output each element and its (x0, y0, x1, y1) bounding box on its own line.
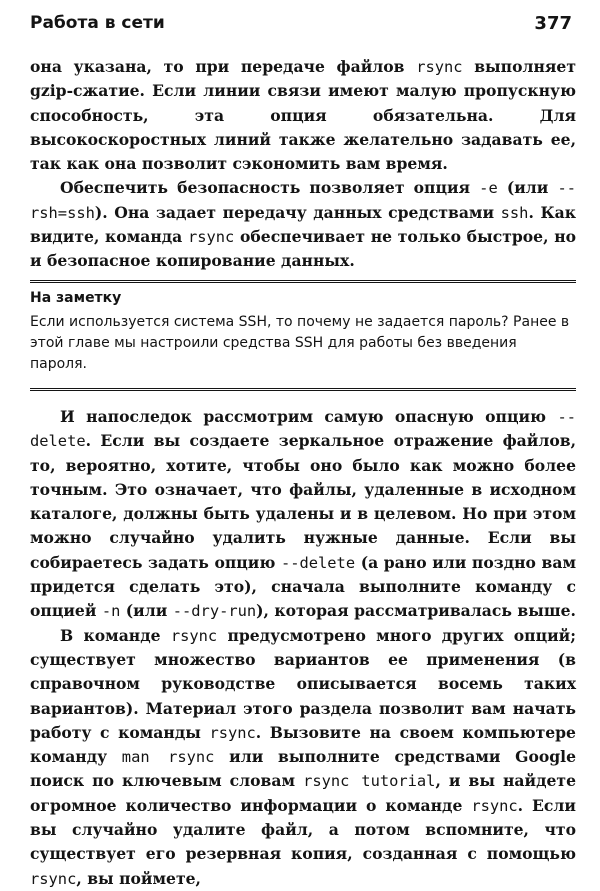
text-run: И напоследок рассмотрим самую опасную опцию (60, 407, 558, 426)
text-run: Обеспечить безопасность позволяет опция (60, 178, 480, 198)
text-run: В команде (60, 625, 171, 645)
paragraph-2 (30, 176, 576, 273)
text-run: ), которая рассматривалась выше. (256, 601, 576, 621)
inline-code: --dry-run (172, 602, 257, 621)
inline-code: rsync (170, 626, 218, 645)
paragraph-3 (30, 405, 576, 624)
text-run: (или (497, 178, 558, 198)
note-bottom-rule (30, 388, 576, 391)
note-text: Если используется система SSH, то почему не задается пароль? Ранее в этой главе мы настроили средства SSH для работы без введения пароля. (30, 314, 570, 372)
inline-code: -n (101, 602, 121, 621)
text-run: . Как видите, команда (30, 202, 576, 247)
page-header (30, 10, 572, 36)
text-run: обеспечивает не только быстрое, но и безопасное копирование данных. (30, 227, 577, 271)
text-run: ). Она задает передачу данных средствами (94, 202, 501, 222)
inline-code: rsync (187, 228, 235, 247)
paragraph-1 (30, 55, 576, 176)
inline-code: --delete (30, 408, 576, 451)
text-run: или выполните средствами Google поиск по ключевым словам (30, 747, 576, 791)
text-run: , вы поймете, (76, 868, 201, 888)
text-run: . Если вы создаете зеркальное отражение файлов, то, вероятно, хотите, чтобы оно было как можно более точным. Это означает, что файлы, удаленные в исходном каталоге, должны быть удалены и в целевом. Но при этом можно случайно удалить нужные данные. Если вы собираетесь задать опцию (30, 431, 576, 572)
inline-code: man rsync (121, 748, 215, 767)
inline-code: rsync tutorial (303, 772, 436, 791)
text-run: . Вызовите на своем компьютере команду (30, 722, 576, 767)
inline-code: rsync (416, 58, 463, 76)
text-run: (а рано или поздно вам придется сделать это), сначала выполните команду с опцией (30, 552, 576, 621)
inline-code: --rsh=ssh (30, 179, 576, 222)
chapter-title: Работа в сети (30, 13, 165, 33)
text-run: она указана, то при передаче файлов (30, 57, 417, 76)
page-number: 377 (534, 12, 572, 34)
text-run: , и вы найдете огромное количество информации о команде (30, 771, 577, 815)
inline-code: --delete (280, 553, 356, 572)
inline-code: -e (479, 179, 498, 198)
text-block-top (30, 55, 576, 274)
text-run: (или (120, 601, 173, 621)
paragraph-4 (30, 624, 576, 891)
inline-code: rsync (471, 796, 518, 815)
text-block-bottom (30, 405, 576, 891)
text-run: предусмотрено много других опций; существует множество вариантов ее применения (в справочном руководстве описывается восемь таких вариантов). Материал этого раздела позволит вам начать работу с команды (30, 625, 577, 742)
note-box (30, 290, 576, 375)
text-run: . Если вы случайно удалите файл, а потом вспомните, что существует его резервная копия, созданная с помощью (30, 795, 576, 864)
inline-code: rsync (209, 723, 256, 742)
note-title: На заметку (30, 290, 122, 306)
note-top-rule (30, 280, 576, 283)
inline-code: rsync (30, 869, 77, 888)
text-run: выполняет gzip-сжатие. Если линии связи имеют малую пропускную способность, эта опция обязательна. Для высокоскоростных линий также желательно задавать ее, так как она позволит сэкономить вам время. (30, 57, 576, 174)
inline-code: ssh (500, 203, 529, 222)
